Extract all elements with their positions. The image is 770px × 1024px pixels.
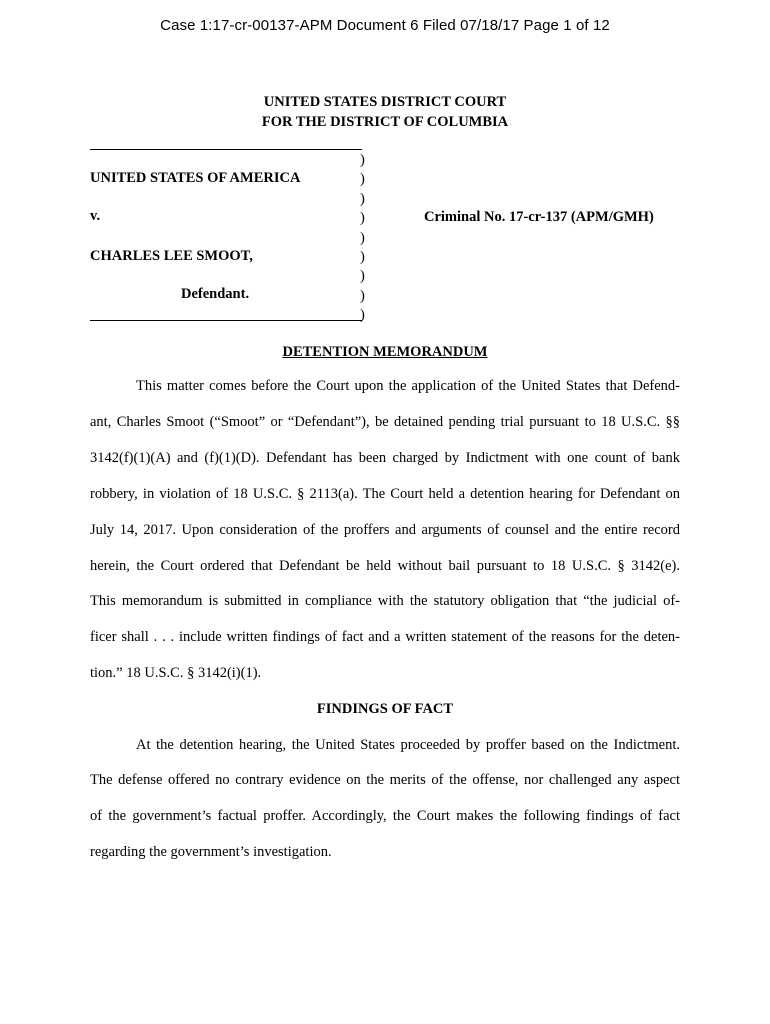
caption-parentheses <box>360 151 370 326</box>
memo-line: 3142(f)(1)(A) and (f)(1)(D). Defendant has been charged by Indictment with one count of bank <box>90 450 680 466</box>
caption-plaintiff: UNITED STATES OF AMERICA <box>90 170 301 186</box>
findings-line: The defense offered no contrary evidence on the merits of the offense, nor challenged any aspect <box>90 772 680 788</box>
memo-line: ficer shall . . . include written findings of fact and a written statement of the reasons for the deten- <box>90 629 680 645</box>
caption-top-rule <box>90 149 362 150</box>
caption-paren: ) <box>360 190 365 207</box>
caption-paren: ) <box>360 248 365 265</box>
memo-line: robbery, in violation of 18 U.S.C. § 2113(a). The Court held a detention hearing for Defendant on <box>90 486 680 502</box>
findings-line: regarding the government’s investigation. <box>90 844 332 860</box>
case-number: Criminal No. 17-cr-137 (APM/GMH) <box>424 209 654 225</box>
caption-paren: ) <box>360 171 365 188</box>
caption-versus: v. <box>90 208 101 224</box>
caption-paren: ) <box>360 307 365 324</box>
memo-title: DETENTION MEMORANDUM <box>282 344 488 360</box>
memo-line: July 14, 2017. Upon consideration of the proffers and arguments of counsel and the entire record <box>90 522 680 538</box>
memo-line: This memorandum is submitted in compliance with the statutory obligation that “the judicial of- <box>90 593 680 609</box>
caption-paren: ) <box>360 229 365 246</box>
findings-line: At the detention hearing, the United States proceeded by proffer based on the Indictment. <box>136 737 680 753</box>
caption-paren: ) <box>360 268 365 285</box>
caption-paren: ) <box>360 152 365 168</box>
memo-line: This matter comes before the Court upon the application of the United States that Defend- <box>136 378 680 394</box>
court-district: FOR THE DISTRICT OF COLUMBIA <box>261 114 509 130</box>
memo-line: ant, Charles Smoot (“Smoot” or “Defendant”), be detained pending trial pursuant to 18 U.S.C. §§ <box>90 414 680 430</box>
caption-paren: ) <box>360 210 365 227</box>
court-name: UNITED STATES DISTRICT COURT <box>263 94 507 110</box>
findings-title: FINDINGS OF FACT <box>316 701 454 717</box>
case-header: Case 1:17-cr-00137-APM Document 6 Filed 07/18/17 Page 1 of 12 <box>160 17 610 34</box>
caption-paren: ) <box>360 287 365 304</box>
caption-bottom-rule <box>90 320 362 321</box>
memo-line: tion.” 18 U.S.C. § 3142(i)(1). <box>90 665 262 681</box>
findings-line: of the government’s factual proffer. Accordingly, the Court makes the following findings of fact <box>90 808 680 824</box>
caption-defendant-role: Defendant. <box>181 286 250 302</box>
caption-defendant: CHARLES LEE SMOOT, <box>90 248 253 264</box>
memo-line: herein, the Court ordered that Defendant be held without bail pursuant to 18 U.S.C. § 3142(e). <box>90 558 680 574</box>
